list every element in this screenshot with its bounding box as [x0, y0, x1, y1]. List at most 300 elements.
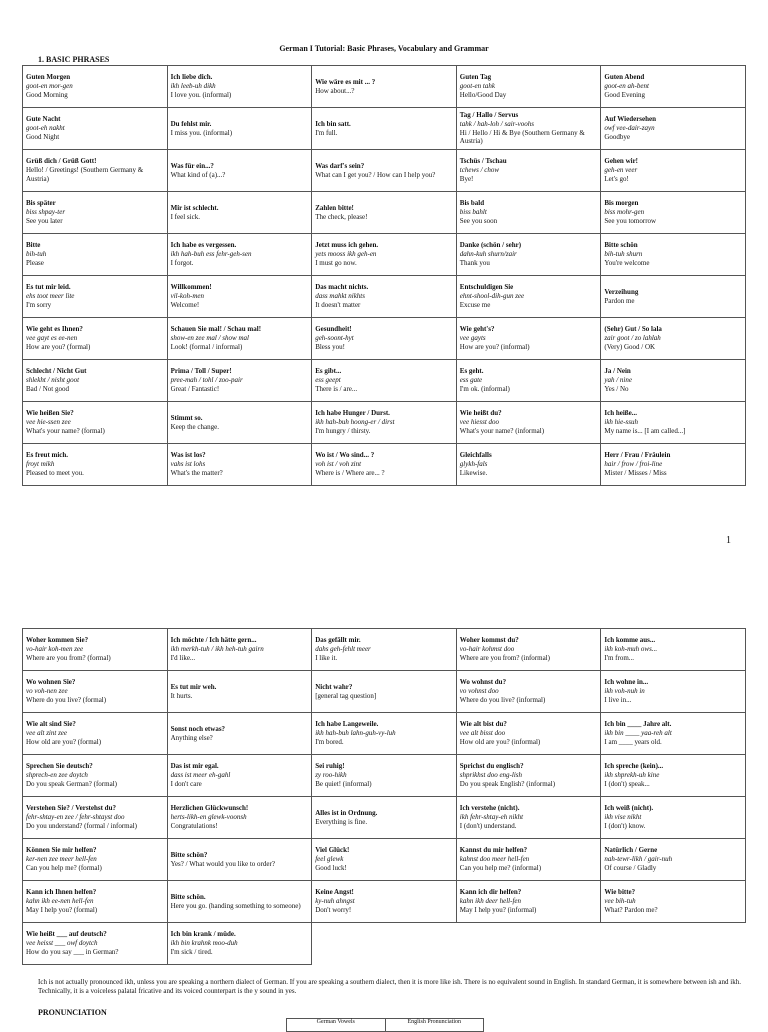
- phrase-german: Entschuldigen Sie: [459, 283, 514, 292]
- phrase-german: Schauen Sie mal! / Schau mal!: [170, 325, 262, 334]
- phrase-german: Gute Nacht: [26, 115, 61, 124]
- phrase-cell: [167, 923, 312, 965]
- phrase-pronunciation: ker-nen zee meer hell-fen: [26, 855, 97, 864]
- phrase-german: Bitte schön?: [170, 850, 208, 859]
- phrase-english: I forgot.: [170, 258, 194, 267]
- phrase-english: It doesn't matter: [315, 300, 361, 309]
- table-row: [23, 318, 746, 360]
- phrase-german: Tschüs / Tschau: [459, 157, 507, 166]
- phrase-english: I'm bored.: [315, 737, 344, 746]
- phrase-german: Ich habe Langeweile.: [315, 720, 379, 729]
- phrase-pronunciation: ikh merkh-tuh / ikh heh-tuh gairn: [170, 645, 264, 654]
- phrase-pronunciation: hair / frow / froi-line: [604, 460, 663, 469]
- phrase-pronunciation: dahs geh-fehlt meer: [315, 645, 371, 654]
- phrase-cell: [23, 444, 168, 486]
- phrase-pronunciation: yah / nine: [604, 376, 632, 385]
- phrase-english: Do you speak English? (informal): [459, 779, 556, 788]
- phrase-english: I'm sorry: [26, 300, 52, 309]
- phrase-cell: [312, 713, 457, 755]
- phrase-cell: [601, 360, 746, 402]
- phrase-cell: [312, 234, 457, 276]
- phrase-pronunciation: yets mooss ikh geh-en: [315, 250, 377, 259]
- phrase-cell: [167, 629, 312, 671]
- phrase-cell: [601, 797, 746, 839]
- phrase-english: See you soon: [459, 216, 498, 225]
- phrase-german: Ich weiß (nicht).: [604, 804, 654, 813]
- phrase-german: Wie bitte?: [604, 888, 636, 897]
- phrase-english: There is / are...: [315, 384, 358, 393]
- table-row: [23, 192, 746, 234]
- pronunciation-table-header: [286, 1018, 484, 1032]
- phrase-pronunciation: goot-en ah-bent: [604, 82, 649, 91]
- phrase-english: [general tag question]: [315, 691, 377, 700]
- phrase-cell: [23, 402, 168, 444]
- phrase-cell: [312, 444, 457, 486]
- phrase-english: I live in...: [604, 695, 632, 704]
- phrase-english: May I help you? (formal): [26, 905, 98, 914]
- phrase-table-2: [22, 628, 746, 965]
- phrase-german: Schlecht / Nicht Gut: [26, 367, 87, 376]
- phrase-english: Let's go!: [604, 174, 629, 183]
- phrase-english: I'd like...: [170, 653, 196, 662]
- phrase-german: Keine Angst!: [315, 888, 354, 897]
- phrase-pronunciation: goot-eh nakht: [26, 124, 65, 133]
- phrase-cell: [456, 402, 601, 444]
- phrase-english: Keep the change.: [170, 422, 219, 431]
- phrase-cell: [23, 671, 168, 713]
- phrase-cell: [167, 318, 312, 360]
- phrase-pronunciation: ikh vise nikht: [604, 813, 642, 822]
- phrase-english: Good Morning: [26, 90, 68, 99]
- phrase-cell: [456, 108, 601, 150]
- phrase-german: Bis später: [26, 199, 56, 208]
- phrase-german: Wie heißt du?: [459, 409, 502, 418]
- phrase-german: Gleichfalls: [459, 451, 492, 460]
- phrase-german: Ich wohne in...: [604, 678, 649, 687]
- phrase-german: Sonst noch etwas?: [170, 724, 226, 733]
- phrase-cell: [601, 402, 746, 444]
- phrase-english: I (don't) understand.: [459, 821, 517, 830]
- phrase-cell: [601, 713, 746, 755]
- phrase-german: Woher kommen Sie?: [26, 636, 89, 645]
- phrase-cell: [167, 150, 312, 192]
- phrase-english: Where are you from? (informal): [459, 653, 550, 662]
- phrase-english: How old are you? (informal): [459, 737, 541, 746]
- phrase-pronunciation: ikh hah-buh hoong-er / dirst: [315, 418, 395, 427]
- phrase-pronunciation: kahnst doo meer hell-fen: [459, 855, 530, 864]
- phrase-cell: [312, 108, 457, 150]
- phrase-english: How old are you? (formal): [26, 737, 102, 746]
- phrase-english: What kind of (a)...?: [170, 170, 226, 179]
- phrase-pronunciation: feel glewk: [315, 855, 344, 864]
- phrase-pronunciation: bih-tuh shurn: [604, 250, 643, 259]
- phrase-english: What can I get you? / How can I help you?: [315, 170, 436, 179]
- phrase-pronunciation: kahn ikh deer hell-fen: [459, 897, 522, 906]
- phrase-english: I'm from...: [604, 653, 635, 662]
- phrase-german: Wo ist / Wo sind... ?: [315, 451, 375, 460]
- phrase-german: Es freut mich.: [26, 451, 69, 460]
- phrase-german: Du fehlst mir.: [170, 119, 212, 128]
- phrase-english: My name is... [I am called...]: [604, 426, 686, 435]
- phrase-cell: [167, 402, 312, 444]
- phrase-cell: [312, 881, 457, 923]
- table-row: [23, 923, 746, 965]
- phrase-cell: [312, 839, 457, 881]
- phrase-cell: [312, 629, 457, 671]
- phrase-pronunciation: geh-en veer: [604, 166, 638, 175]
- phrase-german: Prima / Toll / Super!: [170, 367, 232, 376]
- phrase-german: Ich möchte / Ich hätte gern...: [170, 636, 257, 645]
- phrase-german: Ich bin satt.: [315, 119, 351, 128]
- phrase-german: Können Sie mir helfen?: [26, 846, 97, 855]
- phrase-german: Das ist mir egal.: [170, 762, 219, 771]
- phrase-english: I am ____ years old.: [604, 737, 662, 746]
- phrase-german: Woher kommst du?: [459, 636, 519, 645]
- phrase-cell: [167, 66, 312, 108]
- phrase-german: Zahlen bitte!: [315, 203, 354, 212]
- phrase-german: (Sehr) Gut / So lala: [604, 325, 662, 334]
- phrase-cell: [456, 713, 601, 755]
- phrase-english: Bye!: [459, 174, 474, 183]
- phrase-english: Everything is fine.: [315, 817, 368, 826]
- phrase-cell: [167, 192, 312, 234]
- phrase-german: Ich spreche (kein)...: [604, 762, 664, 771]
- phrase-cell: [167, 276, 312, 318]
- phrase-german: Es gibt...: [315, 367, 342, 376]
- phrase-english: I'm full.: [315, 128, 338, 137]
- phrase-english: Please: [26, 258, 44, 267]
- phrase-german: Gesundheit!: [315, 325, 352, 334]
- phrase-cell: [23, 360, 168, 402]
- phrase-english: Welcome!: [170, 300, 200, 309]
- phrase-german: Das macht nichts.: [315, 283, 369, 292]
- phrase-pronunciation: biss bahlt: [459, 208, 487, 217]
- phrase-english: What's the matter?: [170, 468, 223, 477]
- phrase-german: Natürlich / Gerne: [604, 846, 658, 855]
- phrase-english: What? Pardon me?: [604, 905, 658, 914]
- phrase-cell: [23, 276, 168, 318]
- phrase-german: Ich heiße...: [604, 409, 638, 418]
- phrase-cell: [456, 881, 601, 923]
- phrase-cell: [601, 234, 746, 276]
- phrase-english: Bless you!: [315, 342, 345, 351]
- phrase-english: Can you help me? (informal): [459, 863, 542, 872]
- phrase-pronunciation: zair goot / zo lahlah: [604, 334, 661, 343]
- phrase-pronunciation: nah-tewr-likh / gair-nuh: [604, 855, 673, 864]
- phrase-pronunciation: vee hie-ssen zee: [26, 418, 71, 427]
- phrase-pronunciation: vo vohnst doo: [459, 687, 499, 696]
- phrase-german: Viel Glück!: [315, 846, 350, 855]
- phrase-english: Good Evening: [604, 90, 646, 99]
- table-row: [23, 360, 746, 402]
- phrase-pronunciation: goot-en mor-gen: [26, 82, 73, 91]
- phrase-cell: [456, 66, 601, 108]
- phrase-pronunciation: ehs toot meer lite: [26, 292, 75, 301]
- phrase-german: Gehen wir!: [604, 157, 639, 166]
- phrase-pronunciation: vahs ist lohs: [170, 460, 206, 469]
- phrase-german: Was darf's sein?: [315, 161, 365, 170]
- phrase-english: How are you? (informal): [459, 342, 530, 351]
- phrase-german: Herzlichen Glückwunsch!: [170, 804, 249, 813]
- phrase-cell: [23, 66, 168, 108]
- phrase-cell: [167, 360, 312, 402]
- phrase-english: I'm hungry / thirsty.: [315, 426, 371, 435]
- phrase-german: Wie geht es Ihnen?: [26, 325, 83, 334]
- phrase-pronunciation: owf vee-dair-zayn: [604, 124, 655, 133]
- phrase-pronunciation: ikh hah-buh lahn-guh-vy-luh: [315, 729, 396, 738]
- phrase-german: Bis morgen: [604, 199, 639, 208]
- phrase-pronunciation: ikh leeb-uh dikh: [170, 82, 216, 91]
- phrase-pronunciation: herts-likh-en glewk-voonsh: [170, 813, 247, 822]
- phrase-cell: [601, 276, 746, 318]
- phrase-english: How are you? (formal): [26, 342, 91, 351]
- phrase-german: Ich bin ____ Jahre alt.: [604, 720, 672, 729]
- phrase-cell: [601, 318, 746, 360]
- phrase-pronunciation: ikh bin krahnk moo-duh: [170, 939, 238, 948]
- phrase-cell: [601, 839, 746, 881]
- phrase-cell: [167, 234, 312, 276]
- phrase-english: I love you. (informal): [170, 90, 232, 99]
- phrase-german: Kann ich Ihnen helfen?: [26, 888, 97, 897]
- phrase-cell: [167, 671, 312, 713]
- table-row: [23, 444, 746, 486]
- phrase-pronunciation: ikh bin ____ yaa-reh alt: [604, 729, 672, 738]
- phrase-pronunciation: geh-soont-hyt: [315, 334, 354, 343]
- phrase-pronunciation: ikh hah-buh ess fehr-geh-sen: [170, 250, 252, 259]
- phrase-cell: [23, 629, 168, 671]
- phrase-german: Wie heißen Sie?: [26, 409, 74, 418]
- phrase-english: Congratulations!: [170, 821, 218, 830]
- phrase-pronunciation: vee bih-tuh: [604, 897, 636, 906]
- phrase-german: Wie alt bist du?: [459, 720, 507, 729]
- phrase-pronunciation: vee gayts: [459, 334, 486, 343]
- phrase-cell: [312, 318, 457, 360]
- phrase-pronunciation: dass ist meer eh-gahl: [170, 771, 231, 780]
- phrase-cell: [312, 66, 457, 108]
- phrase-german: Es tut mir weh.: [170, 682, 217, 691]
- phrase-cell: [167, 713, 312, 755]
- phrase-cell: [312, 150, 457, 192]
- phrase-cell: [601, 881, 746, 923]
- table-row: [23, 713, 746, 755]
- phrase-pronunciation: shprech-en zee doytch: [26, 771, 88, 780]
- table-row: [23, 234, 746, 276]
- table-row: [23, 881, 746, 923]
- phrase-english: Bad / Not good: [26, 384, 69, 393]
- phrase-english: Good Night: [26, 132, 60, 141]
- phrase-german: Ich komme aus...: [604, 636, 656, 645]
- table-row: [23, 755, 746, 797]
- phrase-pronunciation: biss mohr-gen: [604, 208, 645, 217]
- phrase-german: Wie wäre es mit ... ?: [315, 77, 376, 86]
- phrase-cell: [312, 797, 457, 839]
- phrase-cell: [601, 108, 746, 150]
- phrase-pronunciation: vee alt zint zee: [26, 729, 68, 738]
- phrase-german: Ich habe es vergessen.: [170, 241, 237, 250]
- phrase-cell: [167, 108, 312, 150]
- phrase-pronunciation: vo-hair koh-men zee: [26, 645, 84, 654]
- phrase-pronunciation: glykh-fals: [459, 460, 488, 469]
- phrase-cell: [312, 671, 457, 713]
- phrase-english: How about...?: [315, 86, 355, 95]
- phrase-english: I like it.: [315, 653, 338, 662]
- phrase-pronunciation: goot-en tahk: [459, 82, 495, 91]
- phrase-cell: [456, 923, 601, 965]
- phrase-english: Where are you from? (formal): [26, 653, 111, 662]
- phrase-pronunciation: vil-koh-men: [170, 292, 205, 301]
- phrase-pronunciation: bih-tuh: [26, 250, 47, 259]
- phrase-cell: [23, 150, 168, 192]
- phrase-cell: [456, 839, 601, 881]
- phrase-german: Kannst du mir helfen?: [459, 846, 528, 855]
- phrase-german: Verzeihung: [604, 287, 639, 296]
- phrase-english: Where do you live? (informal): [459, 695, 546, 704]
- table-row: [23, 276, 746, 318]
- phrase-english: Do you speak German? (formal): [26, 779, 117, 788]
- phrase-cell: [456, 234, 601, 276]
- phrase-german: Wie heißt ___ auf deutsch?: [26, 930, 107, 939]
- phrase-pronunciation: biss shpay-ter: [26, 208, 66, 217]
- phrase-german: Wie geht's?: [459, 325, 495, 334]
- phrase-german: Bitte schön: [604, 241, 638, 250]
- phrase-german: Ja / Nein: [604, 367, 631, 376]
- phrase-english: Of course / Gladly: [604, 863, 657, 872]
- phrase-cell: [23, 192, 168, 234]
- phrase-german: Guten Morgen: [26, 73, 71, 82]
- phrase-pronunciation: ikh hie-ssuh: [604, 418, 639, 427]
- phrase-german: Mir ist schlecht.: [170, 203, 219, 212]
- phrase-cell: [601, 150, 746, 192]
- phrase-english: Look! (formal / informal): [170, 342, 243, 351]
- phrase-german: Sprechen Sie deutsch?: [26, 762, 93, 771]
- phrase-english: Hi / Hello / Hi & Bye (Southern Germany & Austria): [459, 128, 585, 146]
- phrase-english: Yes? / What would you like to order?: [170, 859, 275, 868]
- phrase-cell: [601, 66, 746, 108]
- phrase-pronunciation: ikh voh-nuh in: [604, 687, 645, 696]
- phrase-cell: [23, 108, 168, 150]
- phrase-german: Bitte: [26, 241, 41, 250]
- phrase-english: Thank you: [459, 258, 490, 267]
- phrase-cell: [456, 797, 601, 839]
- phrase-cell: [167, 797, 312, 839]
- phrase-cell: [167, 881, 312, 923]
- table-row: [23, 108, 746, 150]
- phrase-german: Willkommen!: [170, 283, 212, 292]
- phrase-cell: [167, 755, 312, 797]
- phrase-english: How do you say ___ in German?: [26, 947, 119, 956]
- phrase-cell: [601, 192, 746, 234]
- phrase-cell: [23, 923, 168, 965]
- phrase-english: See you later: [26, 216, 63, 225]
- phrase-cell: [23, 234, 168, 276]
- phrase-english: May I help you? (informal): [459, 905, 537, 914]
- phrase-pronunciation: ikh fehr-shtay-eh nikht: [459, 813, 524, 822]
- phrase-cell: [456, 360, 601, 402]
- phrase-german: Bitte schön.: [170, 892, 206, 901]
- phrase-pronunciation: tahk / hah-loh / sair-voohs: [459, 119, 534, 128]
- phrase-german: Das gefällt mir.: [315, 636, 361, 645]
- phrase-cell: [312, 755, 457, 797]
- phrase-cell: [601, 923, 746, 965]
- phrase-german: Verstehen Sie? / Verstehst du?: [26, 804, 116, 813]
- pron-header-german: German Vowels: [287, 1019, 386, 1031]
- phrase-german: Es tut mir leid.: [26, 283, 71, 292]
- phrase-german: Ich habe Hunger / Durst.: [315, 409, 390, 418]
- phrase-pronunciation: dahn-kuh shurn/zair: [459, 250, 517, 259]
- phrase-pronunciation: zy roo-hikh: [315, 771, 347, 780]
- phrase-pronunciation: vo voh-nen zee: [26, 687, 68, 696]
- phrase-german: Guten Tag: [459, 73, 492, 82]
- pron-header-english: English Pronunciation: [407, 1019, 461, 1025]
- phrase-english: Goodbye: [604, 132, 631, 141]
- phrase-english: Do you understand? (formal / informal): [26, 821, 137, 830]
- phrase-english: I'm sick / tired.: [170, 947, 213, 956]
- phrase-pronunciation: shlekht / nisht goot: [26, 376, 80, 385]
- phrase-english: Pardon me: [604, 296, 635, 305]
- phrase-german: Was für ein...?: [170, 161, 214, 170]
- phrase-cell: [23, 755, 168, 797]
- phrase-german: Kann ich dir helfen?: [459, 888, 522, 897]
- phrase-english: Good luck!: [315, 863, 347, 872]
- phrase-pronunciation: ikh shprekh-uh kine: [604, 771, 660, 780]
- phrase-english: I feel sick.: [170, 212, 200, 221]
- phrase-pronunciation: show-en zee mal / show mal: [170, 334, 249, 343]
- phrase-german: Wo wohnen Sie?: [26, 678, 76, 687]
- phrase-pronunciation: dass mahkt nikhts: [315, 292, 365, 301]
- phrase-english: See you tomorrow: [604, 216, 657, 225]
- phrase-pronunciation: shprikhst doo eng-lish: [459, 771, 523, 780]
- phrase-english: Where do you live? (formal): [26, 695, 107, 704]
- table-row: [23, 839, 746, 881]
- phrase-pronunciation: vee alt bisst doo: [459, 729, 506, 738]
- phrase-cell: [23, 839, 168, 881]
- phrase-german: Tag / Hallo / Servus: [459, 111, 519, 119]
- phrase-cell: [23, 881, 168, 923]
- phrase-english: I don't care: [170, 779, 202, 788]
- phrase-german: Sprichst du englisch?: [459, 762, 524, 771]
- page-number: 1: [726, 535, 731, 546]
- phrase-pronunciation: vo-hair kohmst doo: [459, 645, 515, 654]
- phrase-pronunciation: vee hiesst doo: [459, 418, 500, 427]
- phrase-german: Bis bald: [459, 199, 485, 208]
- phrase-english: I (don't) speak...: [604, 779, 650, 788]
- phrase-german: Nicht wahr?: [315, 682, 353, 691]
- phrase-cell: [312, 360, 457, 402]
- phrase-pronunciation: ess gate: [459, 376, 483, 385]
- pronunciation-note: Ich is not actually pronounced ikh, unless you are speaking a northern dialect of German. If you are speaking a southern dialect, then it is more like ish. There is no equivalent sound in English. In standard German, it is somewhere between ish and ikh. Technically, it is a voiceless palatal fricative and its voiced counterpart is the y sound in yes.: [38, 978, 741, 996]
- phrase-cell: [456, 444, 601, 486]
- phrase-cell: [456, 276, 601, 318]
- phrase-cell: [601, 444, 746, 486]
- phrase-cell: [23, 797, 168, 839]
- phrase-cell: [167, 839, 312, 881]
- phrase-english: Hello! / Greetings! (Southern Germany & Austria): [26, 166, 144, 183]
- table-row: [23, 66, 746, 108]
- phrase-german: Herr / Frau / Fräulein: [604, 451, 671, 460]
- table-row: [23, 402, 746, 444]
- phrase-cell: [167, 444, 312, 486]
- phrase-english: Pleased to meet you.: [26, 468, 84, 477]
- phrase-english: Excuse me: [459, 300, 491, 309]
- phrase-cell: [312, 923, 457, 965]
- phrase-german: Ich bin krank / müde.: [170, 930, 236, 939]
- phrase-cell: [601, 755, 746, 797]
- phrase-german: Ich liebe dich.: [170, 73, 213, 82]
- phrase-cell: [456, 629, 601, 671]
- phrase-pronunciation: ess geept: [315, 376, 341, 385]
- phrase-german: Auf Wiedersehen: [604, 115, 657, 124]
- phrase-cell: [312, 402, 457, 444]
